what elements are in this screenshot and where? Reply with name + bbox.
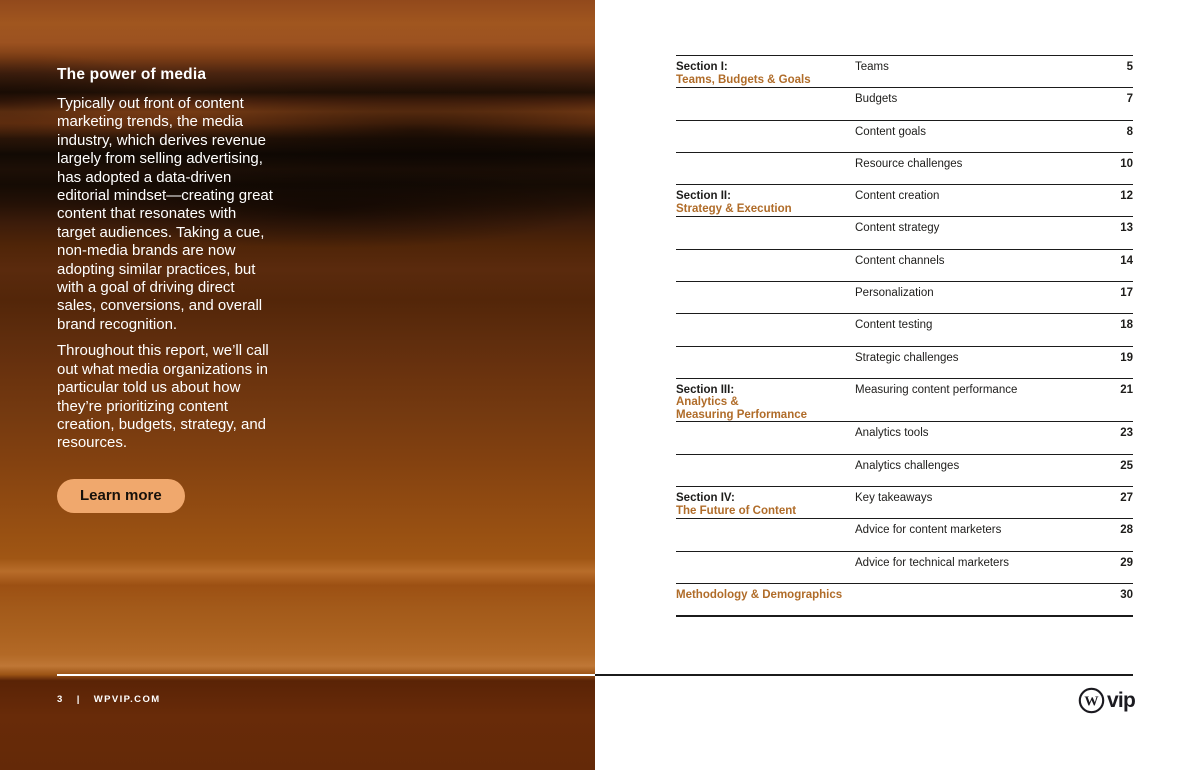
toc-page-number[interactable]: 10: [1120, 157, 1133, 170]
toc-row: [676, 346, 1133, 378]
toc-section-subtitle: Measuring Performance: [676, 408, 808, 421]
toc-topic[interactable]: Teams: [855, 61, 889, 73]
toc-page-number[interactable]: 18: [1120, 319, 1133, 332]
toc-section-subtitle: Teams, Budgets & Goals: [676, 73, 811, 86]
vip-logo-text: vip: [1107, 688, 1135, 712]
learn-more-button[interactable]: Learn more: [57, 479, 185, 513]
toc-section-cell: [676, 492, 855, 517]
toc-page-number[interactable]: 7: [1126, 93, 1133, 106]
footer-rule-right: [595, 674, 1133, 676]
toc-topic[interactable]: Resource challenges: [855, 157, 963, 170]
toc-page-number[interactable]: 5: [1126, 61, 1133, 73]
toc-row: [676, 421, 1133, 453]
toc-section-cell: [676, 384, 855, 422]
toc-section-cell: [676, 190, 855, 215]
toc-page-number[interactable]: 29: [1120, 556, 1133, 569]
toc-row: [676, 583, 1133, 615]
left-text-block: [57, 66, 282, 513]
toc-section-label: Section II:: [676, 190, 731, 203]
toc-row: [676, 87, 1133, 119]
toc-row: [676, 518, 1133, 550]
toc-section-label: Section III:: [676, 383, 735, 396]
toc-topic[interactable]: Measuring content performance: [855, 383, 1018, 396]
toc-section-cell: [676, 589, 855, 602]
toc-topic[interactable]: Advice for technical marketers: [855, 556, 1010, 569]
toc-row: [676, 184, 1133, 216]
toc-row: [676, 281, 1133, 313]
toc-topic[interactable]: Analytics challenges: [855, 459, 960, 472]
left-page-footer: [57, 694, 161, 705]
footer-separator: |: [76, 694, 81, 705]
toc-section-cell: [676, 61, 855, 86]
toc-section-subtitle: The Future of Content: [676, 504, 797, 517]
toc-row: [676, 454, 1133, 486]
toc-topic[interactable]: Content testing: [855, 319, 933, 332]
toc-section-subtitle: Strategy & Execution: [676, 202, 792, 215]
toc-page-number[interactable]: 14: [1120, 254, 1133, 267]
toc-page-number[interactable]: 28: [1120, 524, 1133, 537]
toc-section-subtitle: Analytics &: [676, 396, 739, 409]
toc-page-number[interactable]: 8: [1126, 125, 1133, 138]
wordpress-logo-icon: [1078, 687, 1105, 714]
toc-page-number[interactable]: 23: [1120, 427, 1133, 440]
page-number: 3: [57, 694, 64, 705]
page-title: The power of media: [57, 66, 207, 83]
toc-row: [676, 551, 1133, 583]
toc-row: [676, 378, 1133, 422]
toc-topic[interactable]: Advice for content marketers: [855, 524, 1002, 537]
toc-row: [676, 249, 1133, 281]
toc-topic[interactable]: Personalization: [855, 287, 934, 300]
toc-page-number[interactable]: 25: [1120, 459, 1133, 472]
wordpress-vip-logo: [1078, 687, 1135, 714]
toc-topic[interactable]: Key takeaways: [855, 492, 933, 505]
toc-row: [676, 313, 1133, 345]
toc-topic[interactable]: Content channels: [855, 254, 945, 267]
toc-page-number[interactable]: 21: [1120, 383, 1133, 396]
toc-page-number[interactable]: 30: [1120, 588, 1133, 601]
right-page-toc-panel: [595, 0, 1190, 770]
toc-row: [676, 152, 1133, 184]
toc-page-number[interactable]: 17: [1120, 287, 1133, 300]
site-name: WPVIP.COM: [93, 694, 161, 705]
toc-row: [676, 486, 1133, 518]
toc-topic[interactable]: Strategic challenges: [855, 351, 959, 364]
toc-section-label: Section IV:: [676, 492, 735, 505]
footer-rule-left: [57, 674, 595, 676]
toc-row: [676, 55, 1133, 87]
toc-topic[interactable]: Content goals: [855, 125, 926, 138]
toc-topic[interactable]: Content creation: [855, 190, 940, 203]
report-callout-paragraph: Throughout this report, we’ll call out what media organizations in particular told us about how they’re prioritizing content creation, budgets, strategy, and resources.: [57, 342, 269, 452]
toc-topic[interactable]: Content strategy: [855, 222, 940, 235]
toc-section-label: Section I:: [676, 61, 728, 73]
toc-page-number[interactable]: 19: [1120, 351, 1133, 364]
toc-topic[interactable]: Analytics tools: [855, 427, 929, 440]
svg-text:W: W: [1084, 693, 1099, 710]
toc-page-number[interactable]: 13: [1120, 222, 1133, 235]
toc-page-number[interactable]: 12: [1120, 190, 1133, 203]
toc-row: [676, 216, 1133, 248]
intro-paragraph: Typically out front of content marketing trends, the media industry, which derives revenue largely from selling advertising, has adopted a data-driven editorial mindset—creating great content that resonates with target audiences. Taking a cue, non-media brands are now adopting similar practices, but with a goal of driving direct sales, conversions, and overall brand recognition.: [57, 95, 273, 333]
toc-row: [676, 120, 1133, 152]
toc-page-number[interactable]: 27: [1120, 492, 1133, 505]
toc-section-subtitle: Methodology & Demographics: [676, 588, 843, 601]
toc-topic[interactable]: Budgets: [855, 93, 898, 106]
table-of-contents: [676, 55, 1133, 617]
